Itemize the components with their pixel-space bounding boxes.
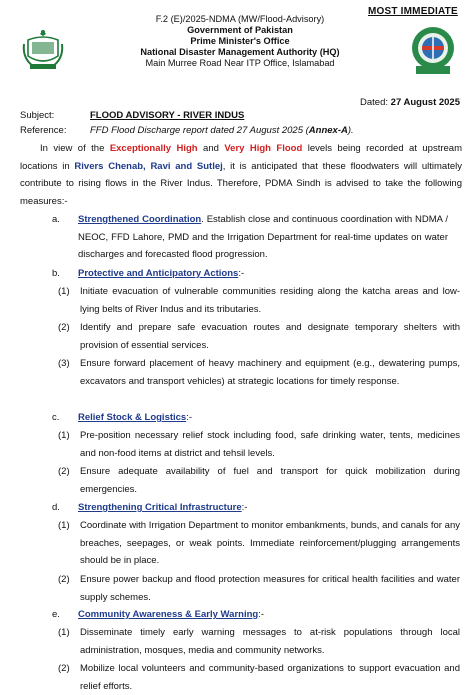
section-title: Relief Stock & Logistics bbox=[78, 412, 187, 423]
section-letter: e. bbox=[52, 609, 60, 620]
item-number: (1) bbox=[58, 627, 70, 638]
section-text: . Establish close and continuous coordination with NDMA / NEOC, FFD Lahore, PMD and the Irrigation Department for real-time updates on water discharges and forecasted flood progression. bbox=[78, 214, 449, 260]
item-number: (2) bbox=[58, 466, 70, 477]
subject-text: FLOOD ADVISORY - RIVER INDUS bbox=[90, 110, 245, 121]
reference-line bbox=[20, 125, 460, 136]
subject-line bbox=[20, 110, 460, 121]
office-name: Prime Minister's Office bbox=[190, 36, 290, 46]
priority-label: MOST IMMEDIATE bbox=[368, 6, 458, 17]
item-text: Ensure forward placement of heavy machinery and equipment (e.g., dewatering pumps, excavators and transport vehicles) at strategic locations for timely response. bbox=[80, 358, 460, 387]
highlight-very-high-flood: Very High Flood bbox=[224, 143, 303, 154]
item-text: Ensure adequate availability of fuel and transport for quick mobilization during emergencies. bbox=[80, 466, 460, 495]
ndma-logo bbox=[404, 24, 462, 76]
office-address: Main Murree Road Near ITP Office, Islamabad bbox=[145, 58, 335, 68]
intro-paragraph bbox=[20, 140, 462, 210]
item-number: (1) bbox=[58, 520, 70, 531]
item-number: (2) bbox=[58, 574, 70, 585]
section-suffix: :- bbox=[238, 268, 245, 279]
authority-name: National Disaster Management Authority (HQ) bbox=[140, 47, 340, 57]
intro-text-3: levels being recorded at upstream locations in bbox=[20, 143, 463, 172]
rivers-names: Rivers Chenab, Ravi and Sutlej bbox=[74, 160, 223, 172]
reference-text: FFD Flood Discharge report dated 27 August 2025 ( bbox=[90, 125, 309, 136]
item-text: Mobilize local volunteers and community-based organizations to support evacuation and relief efforts. bbox=[80, 663, 460, 692]
government-emblem bbox=[20, 26, 66, 72]
highlight-exceptionally-high: Exceptionally High bbox=[109, 143, 198, 154]
section-title: Strengthening Critical Infrastructure bbox=[78, 502, 242, 513]
item-text: Disseminate timely early warning messages to at-risk populations through local administration, mosques, media and community networks. bbox=[80, 627, 460, 656]
item-number: (2) bbox=[58, 663, 70, 674]
annex-label: Annex-A bbox=[308, 125, 348, 136]
section-suffix: :- bbox=[241, 502, 248, 513]
subject-label: Subject: bbox=[20, 110, 55, 121]
item-number: (1) bbox=[58, 430, 70, 441]
section-letter: b. bbox=[52, 268, 60, 279]
section-title: Protective and Anticipatory Actions bbox=[78, 268, 239, 279]
section-letter: a. bbox=[52, 214, 60, 225]
letterhead bbox=[80, 14, 400, 69]
section-title: Strengthened Coordination bbox=[78, 214, 202, 225]
section-letter: d. bbox=[52, 502, 60, 513]
reference-label: Reference: bbox=[20, 125, 67, 136]
date-line bbox=[360, 97, 460, 108]
intro-text-1: In view of the bbox=[40, 143, 110, 154]
item-text: Identify and prepare safe evacuation routes and designate temporary shelters with provision of essential services. bbox=[80, 322, 460, 351]
government-name: Government of Pakistan bbox=[187, 25, 293, 35]
section-title: Community Awareness & Early Warning bbox=[78, 609, 259, 620]
intro-text-2: and bbox=[197, 143, 225, 154]
section-suffix: :- bbox=[186, 412, 193, 423]
date-label: Dated: bbox=[360, 97, 391, 108]
reference-close: ). bbox=[347, 125, 354, 136]
item-text: Initiate evacuation of vulnerable communities residing along the katcha areas and low-lying belts of River Indus and its tributaries. bbox=[80, 286, 460, 315]
item-text: Pre-position necessary relief stock including food, safe drinking water, tents, medicines and non-food items at district and tehsil levels. bbox=[80, 430, 460, 459]
reference-number: F.2 (E)/2025-NDMA (MW/Flood-Advisory) bbox=[155, 14, 325, 24]
item-number: (2) bbox=[58, 322, 70, 333]
date-value: 27 August 2025 bbox=[390, 97, 460, 108]
item-text: Ensure power backup and flood protection measures for critical health facilities and water supply schemes. bbox=[80, 574, 460, 603]
section-letter: c. bbox=[52, 412, 60, 423]
item-number: (3) bbox=[58, 358, 70, 369]
intro-text-4: , it is anticipated that these floodwaters will ultimately contribute to rising flows in the River Indus. Therefore, PDMA Sindh is advised to take the following measures:- bbox=[20, 160, 463, 207]
item-number: (1) bbox=[58, 286, 70, 297]
section-suffix: :- bbox=[258, 609, 265, 620]
item-text: Coordinate with Irrigation Department to monitor embankments, bunds, and canals for any breaches, seepages, or weak points. Immediate reinforcement/plugging arrangements should be in place. bbox=[80, 520, 460, 566]
